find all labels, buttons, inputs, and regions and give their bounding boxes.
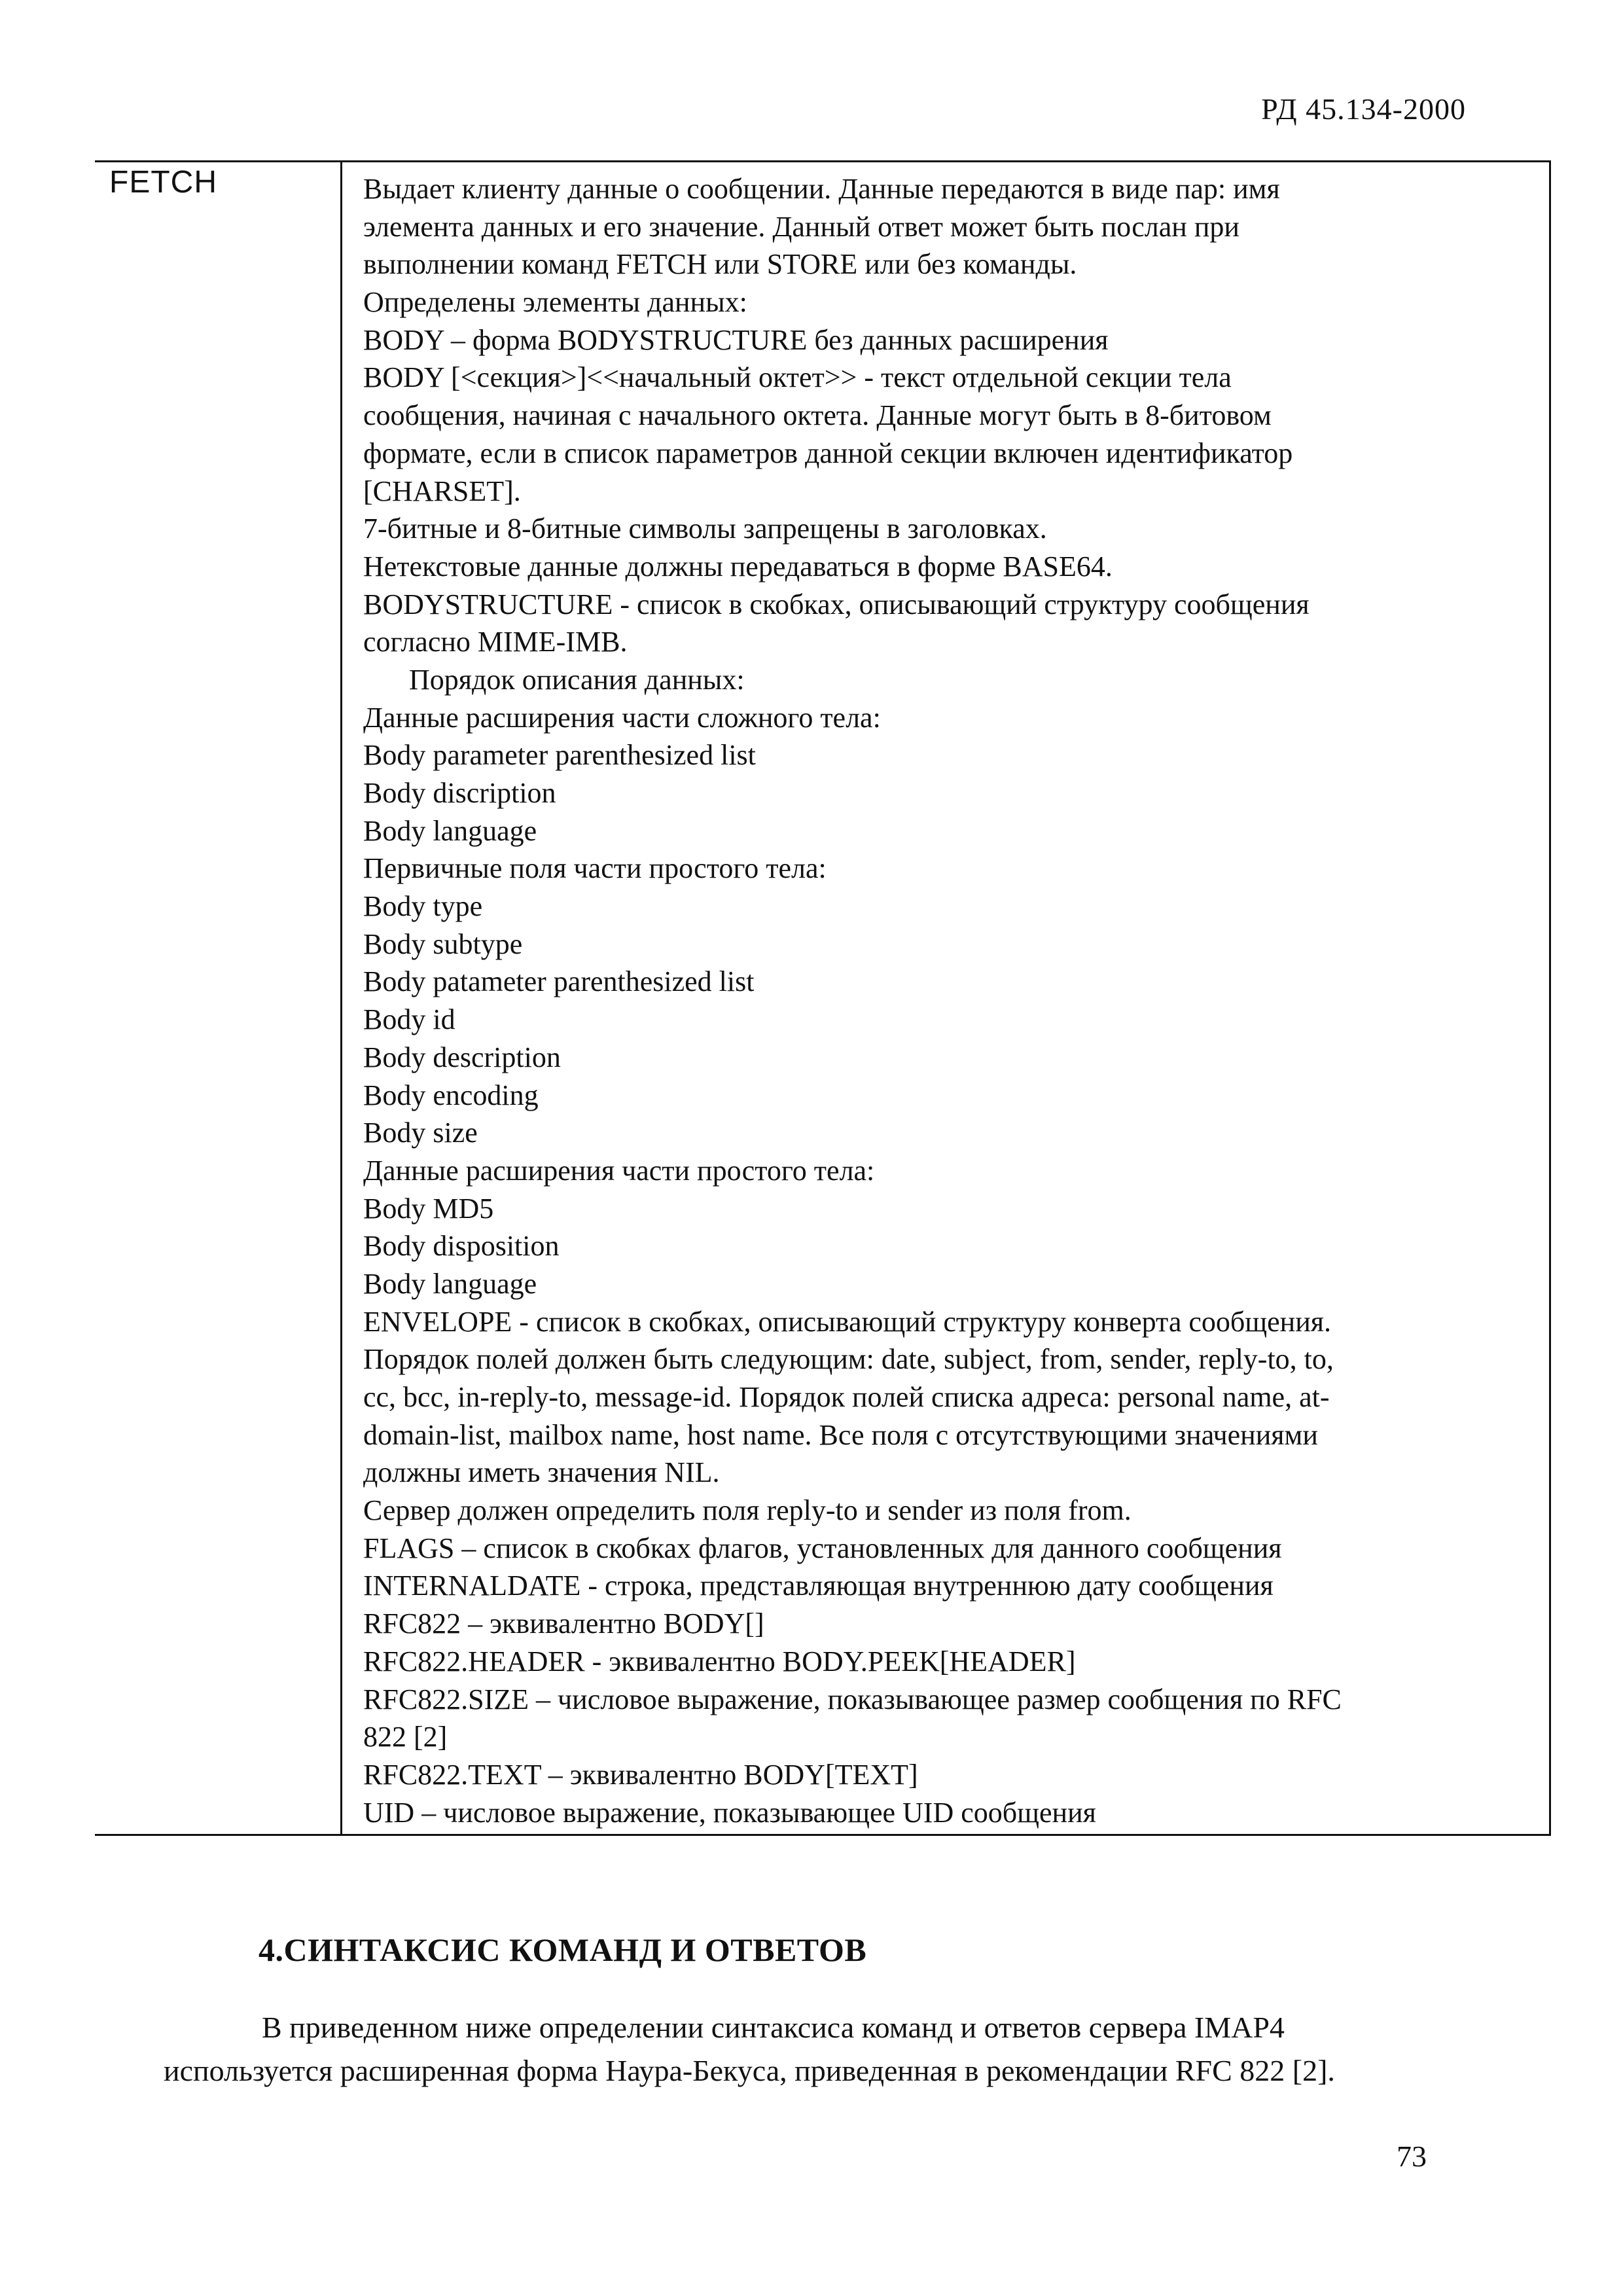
- description-line: Body language: [363, 1267, 537, 1300]
- description-line: BODY – форма BODYSTRUCTURE без данных расширения: [363, 323, 1109, 356]
- section-title: 4.СИНТАКСИС КОМАНД И ОТВЕТОВ: [259, 1931, 867, 1968]
- description-line: Body MD5: [363, 1192, 494, 1225]
- paragraph-line: используется расширенная форма Наура-Бекуса, приведенная в рекомендации RFC 822 [2].: [164, 2054, 1335, 2087]
- description-line: FLAGS – список в скобках флагов, установленных для данного сообщения: [363, 1532, 1282, 1564]
- description-line: Body disposition: [363, 1230, 560, 1263]
- description-line: Body type: [363, 890, 483, 923]
- table-right-border: [1549, 160, 1551, 1834]
- description-line: RFC822 – эквивалентно BODY[]: [363, 1607, 764, 1640]
- description-line: Body size: [363, 1117, 478, 1149]
- description-line: 822 [2]: [363, 1721, 448, 1753]
- description-line: Body description: [363, 1041, 561, 1073]
- description-line: формате, если в список параметров данной секции включен идентификатор: [363, 437, 1293, 469]
- description-line: RFC822.TEXT – эквивалентно BODY[TEXT]: [363, 1758, 918, 1791]
- table-top-border: [95, 160, 1551, 162]
- description-line: Порядок описания данных:: [409, 663, 745, 696]
- description-line: Body patameter parenthesized list: [363, 965, 755, 998]
- description-line: Первичные поля части простого тела:: [363, 852, 827, 885]
- description-line: Выдает клиенту данные о сообщении. Данные передаются в виде пар: имя: [363, 173, 1280, 205]
- description-line: ENVELOPE - список в скобках, описывающий структуру конверта сообщения.: [363, 1305, 1332, 1338]
- table-term-fetch: FETCH: [109, 165, 217, 200]
- description-line: сообщения, начиная с начального октета. Данные могут быть в 8-битовом: [363, 399, 1272, 432]
- description-line: Определены элементы данных:: [363, 286, 747, 319]
- description-line: должны иметь значения NIL.: [363, 1456, 720, 1489]
- description-line: Данные расширения части сложного тела:: [363, 701, 881, 734]
- description-line: выполнении команд FETCH или STORE или без команды.: [363, 248, 1077, 281]
- description-line: Body parameter parenthesized list: [363, 739, 756, 772]
- page-number: 73: [1397, 2140, 1427, 2173]
- description-line: UID – числовое выражение, показывающее UID сообщения: [363, 1796, 1096, 1829]
- description-line: элемента данных и его значение. Данный ответ может быть послан при: [363, 210, 1240, 243]
- description-line: [CHARSET].: [363, 475, 521, 507]
- description-line: BODY [<секция>]<<начальный октет>> - текст отдельной секции тела: [363, 361, 1232, 394]
- description-line: Данные расширения части простого тела:: [363, 1154, 875, 1187]
- description-line: 7-битные и 8-битные символы запрещены в заголовках.: [363, 512, 1047, 545]
- description-line: Сервер должен определить поля reply-to и sender из поля from.: [363, 1494, 1132, 1527]
- table-column-divider: [340, 160, 342, 1834]
- description-line: RFC822.HEADER - эквивалентно BODY.PEEK[HEADER]: [363, 1645, 1076, 1677]
- definition-table: [95, 160, 1551, 1836]
- description-line: Нетекстовые данные должны передаваться в форме BASE64.: [363, 550, 1113, 583]
- description-line: domain-list, mailbox name, host name. Все поля с отсутствующими значениями: [363, 1418, 1318, 1451]
- description-line: Body language: [363, 814, 537, 847]
- description-line: Body subtype: [363, 927, 523, 960]
- description-line: Body id: [363, 1003, 455, 1036]
- description-line: Body encoding: [363, 1079, 539, 1111]
- description-line: RFC822.SIZE – числовое выражение, показывающее размер сообщения по RFC: [363, 1683, 1342, 1715]
- description-line: BODYSTRUCTURE - список в скобках, описывающий структуру сообщения: [363, 588, 1310, 620]
- section-paragraph: [164, 2006, 1486, 2092]
- paragraph-line: В приведенном ниже определении синтаксиса команд и ответов сервера IMAP4: [262, 2011, 1285, 2044]
- description-line: Порядок полей должен быть следующим: date, subject, from, sender, reply-to, to,: [363, 1343, 1334, 1376]
- description-line: INTERNALDATE - строка, представляющая внутреннюю дату сообщения: [363, 1570, 1274, 1602]
- description-line: Body discription: [363, 777, 556, 809]
- table-description: [363, 170, 1535, 1831]
- document-code: РД 45.134-2000: [1261, 92, 1466, 126]
- description-line: согласно MIME-IMB.: [363, 626, 628, 658]
- description-line: cc, bcc, in-reply-to, message-id. Порядок полей списка адреса: personal name, at-: [363, 1381, 1330, 1413]
